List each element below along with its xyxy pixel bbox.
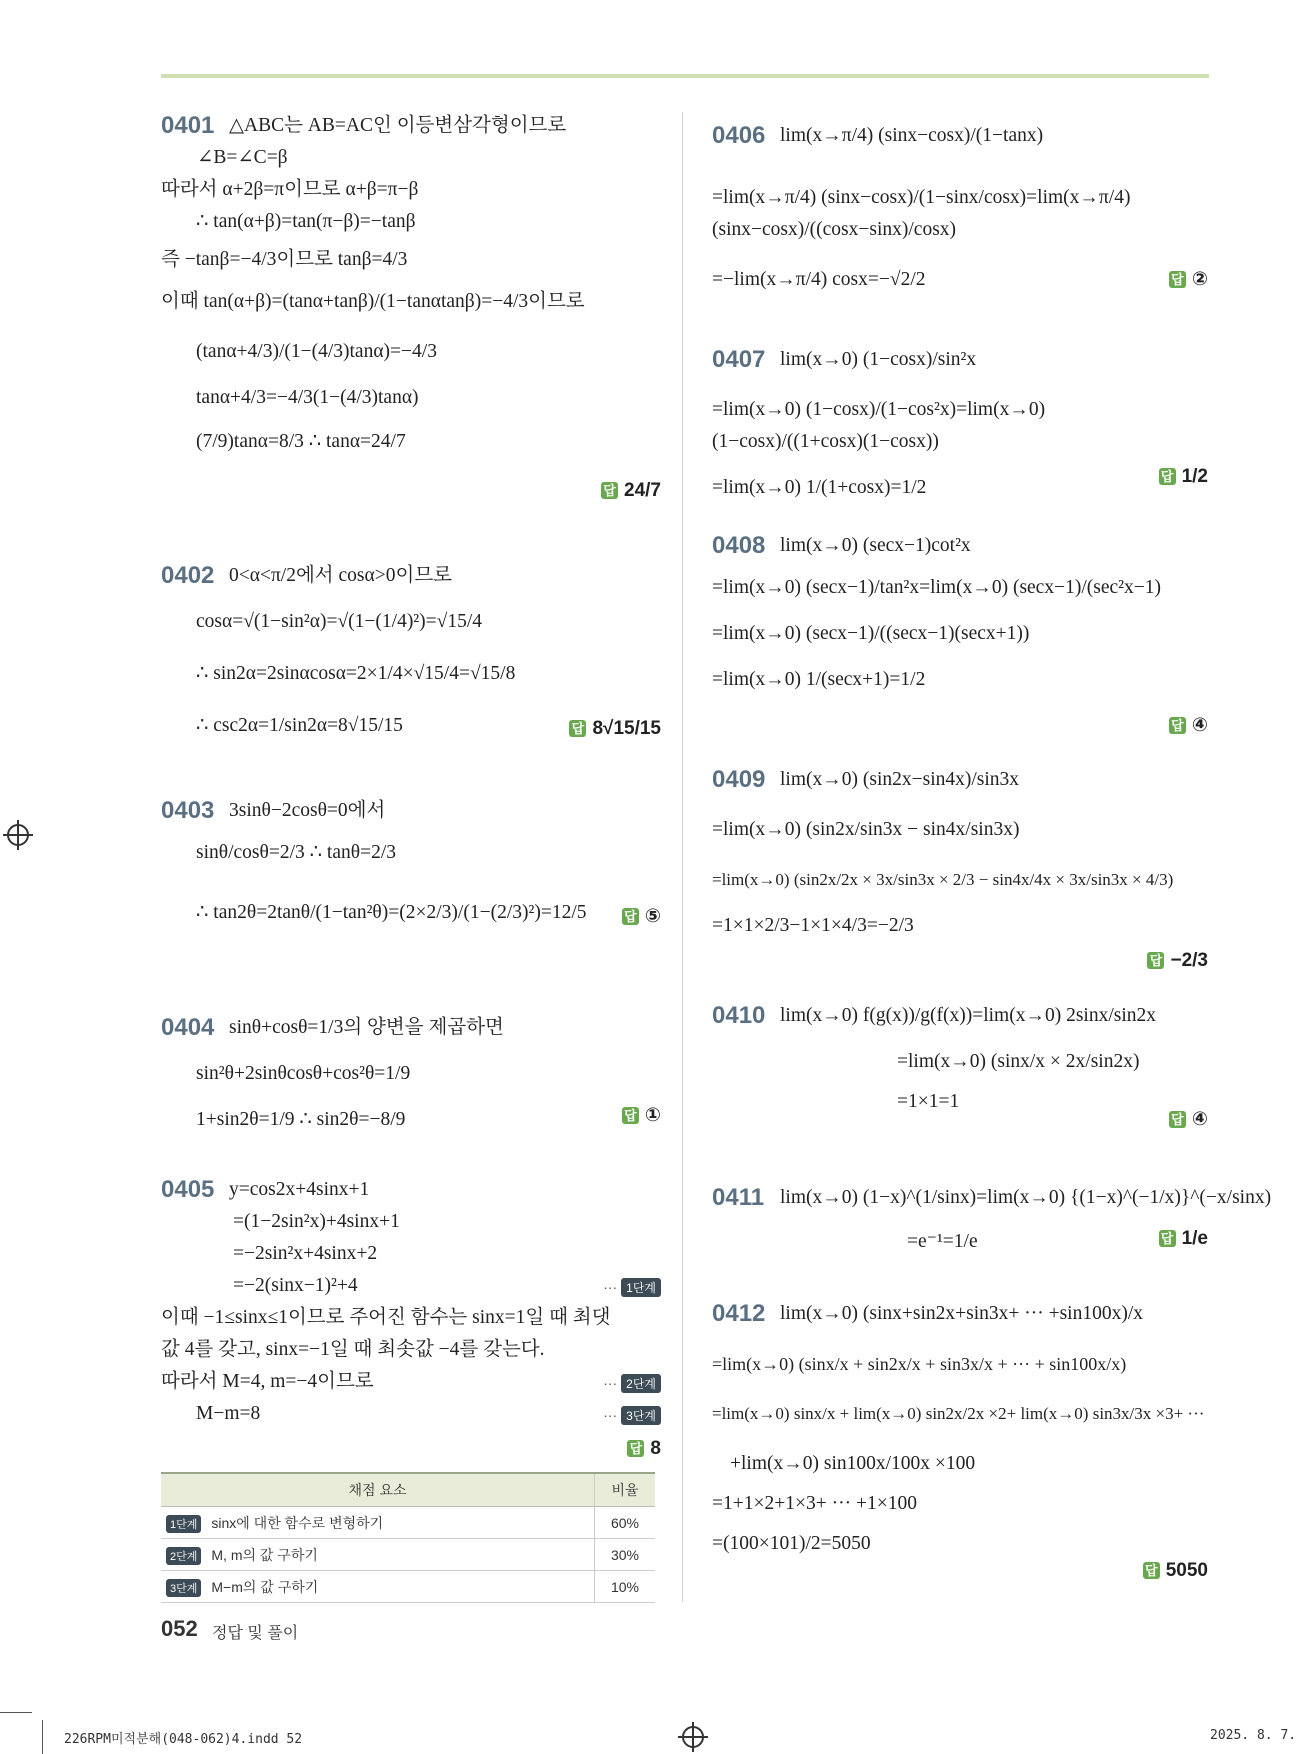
problem-0406	[712, 120, 1208, 296]
solution-line: 1+sin2θ=1/9 ∴ sin2θ=−8/9	[196, 1109, 406, 1130]
solution-line: =1+1×2+1×3+ ··· +1×100	[712, 1493, 917, 1514]
problem-0401	[161, 110, 661, 501]
solution-line: =(1−2sin²x)+4sinx+1	[233, 1211, 400, 1232]
problem-0403	[161, 795, 661, 929]
crop-mark	[0, 1712, 32, 1713]
solution-line: =lim(x→0) sinx/x + lim(x→0) sin2x/2x ×2+ lim(x→0) sin3x/3x ×3+ ···	[712, 1404, 1205, 1423]
solution-line: sin²θ+2sinθcosθ+cos²θ=1/9	[196, 1063, 411, 1084]
solution-line: 따라서 α+2β=π이므로 α+β=π−β	[161, 179, 419, 200]
solution-line: ∴ sin2α=2sinαcosα=2×1/4×√15/4=√15/8	[196, 663, 516, 684]
solution-line: =lim(x→0) (sinx/x × 2x/sin2x)	[897, 1051, 1140, 1072]
problem-number: 0407	[712, 346, 766, 373]
solution-line: =lim(x→0) (1−cosx)/(1−cos²x)=lim(x→0) (1−cosx)/((1+cosx)(1−cosx))	[712, 399, 1046, 452]
answer-value: 24/7	[624, 480, 661, 501]
table-header: 비율	[595, 1473, 656, 1507]
answer-box	[1159, 1228, 1208, 1250]
table-row	[161, 1539, 655, 1571]
answer-badge: 답	[627, 1440, 644, 1457]
solution-line: ∴ tan2θ=2tanθ/(1−tan²θ)=(2×2/3)/(1−(2/3)²)=12/5	[196, 902, 587, 923]
problem-0407	[712, 344, 1208, 504]
problem-number: 0409	[712, 766, 766, 793]
page-number: 052	[161, 1616, 198, 1641]
solution-line: ∠B=∠C=β	[197, 147, 288, 168]
solution-line: lim(x→0) (1−x)^(1/sinx)=lim(x→0) {(1−x)^(−1/x)}^(−x/sinx)	[780, 1187, 1272, 1208]
problem-number: 0408	[712, 532, 766, 559]
scoring-table	[161, 1472, 655, 1603]
solution-line: ∴ csc2α=1/sin2α=8√15/15	[196, 715, 403, 736]
solution-line: =lim(x→0) (sin2x/sin3x − sin4x/sin3x)	[712, 819, 1020, 840]
problem-0412	[712, 1298, 1208, 1581]
solution-line: =−2sin²x+4sinx+2	[233, 1243, 378, 1264]
problem-0411	[712, 1182, 1272, 1258]
answer-box	[1147, 950, 1208, 972]
step-tag: 3단계	[166, 1579, 201, 1597]
answer-badge: 답	[1159, 468, 1176, 485]
answer-value: ④	[1191, 715, 1208, 736]
answer-box	[1169, 268, 1208, 291]
problem-number: 0410	[712, 1002, 766, 1029]
solution-line: (7/9)tanα=8/3 ∴ tanα=24/7	[196, 431, 406, 452]
solution-line: y=cos2x+4sinx+1	[229, 1179, 370, 1200]
answer-value: 1/e	[1181, 1228, 1208, 1249]
problem-0404	[161, 1012, 661, 1136]
solution-line: =lim(x→0) (sin2x/2x × 3x/sin3x × 2/3 − sin4x/4x × 3x/sin3x × 4/3)	[712, 870, 1174, 889]
answer-value: 1/2	[1181, 466, 1208, 487]
solution-line: =lim(x→0) 1/(1+cosx)=1/2	[712, 477, 927, 498]
solution-line: △ABC는 AB=AC인 이등변삼각형이므로	[229, 115, 567, 136]
solution-line: sinθ/cosθ=2/3 ∴ tanθ=2/3	[196, 842, 396, 863]
solution-line: lim(x→π/4) (sinx−cosx)/(1−tanx)	[780, 125, 1044, 146]
column-divider	[682, 112, 683, 1602]
answer-box	[622, 1104, 661, 1127]
solution-line: lim(x→0) f(g(x))/g(f(x))=lim(x→0) 2sinx/sin2x	[780, 1005, 1157, 1026]
solution-line: sinθ+cosθ=1/3의 양변을 제곱하면	[229, 1017, 504, 1038]
solution-line: =1×1=1	[897, 1091, 960, 1112]
answer-value: 5050	[1165, 1560, 1208, 1581]
step-tag: 1단계	[166, 1515, 201, 1533]
answer-box	[569, 718, 661, 740]
step-marker-2: ··· 2단계	[603, 1374, 661, 1393]
table-cell: 60%	[595, 1507, 656, 1539]
problem-number: 0411	[712, 1184, 765, 1211]
footer-title: 정답 및 풀이	[212, 1625, 299, 1642]
print-date: 2025. 8. 7.	[1210, 1728, 1297, 1743]
step-marker-3: ··· 3단계	[603, 1406, 661, 1425]
answer-badge: 답	[1159, 1230, 1176, 1247]
solution-line: 0<α<π/2에서 cosα>0이므로	[229, 565, 452, 586]
answer-value: 8	[650, 1438, 661, 1459]
print-slug: 226RPM미적분해(048-062)4.indd 52	[64, 1732, 303, 1747]
problem-0409	[712, 764, 1208, 971]
solution-line: M−m=8	[196, 1403, 261, 1424]
table-row	[161, 1507, 655, 1539]
solution-line: cosα=√(1−sin²α)=√(1−(1/4)²)=√15/4	[196, 611, 483, 632]
solution-line: =lim(x→π/4) (sinx−cosx)/(1−sinx/cosx)=lim(x→π/4) (sinx−cosx)/((cosx−sinx)/cosx)	[712, 187, 1131, 240]
answer-badge: 답	[1169, 271, 1186, 288]
answer-badge: 답	[601, 482, 618, 499]
answer-value: ①	[644, 1105, 661, 1126]
registration-mark-icon	[682, 1726, 704, 1748]
solution-line: +lim(x→0) sin100x/100x ×100	[730, 1453, 976, 1474]
table-cell: sinx에 대한 함수로 변형하기	[211, 1514, 384, 1531]
solution-line: =lim(x→0) (secx−1)/((secx−1)(secx+1))	[712, 623, 1030, 644]
table-cell: 30%	[595, 1539, 656, 1571]
answer-value: ②	[1191, 269, 1208, 290]
table-cell: M−m의 값 구하기	[211, 1578, 319, 1595]
solution-line: =lim(x→0) (sinx/x + sin2x/x + sin3x/x + ··· + sin100x/x)	[712, 1354, 1127, 1374]
answer-badge: 답	[1169, 1111, 1186, 1128]
answer-value: ⑤	[644, 906, 661, 927]
answer-badge: 답	[1147, 952, 1164, 969]
table-row	[161, 1571, 655, 1603]
solution-line: 3sinθ−2cosθ=0에서	[229, 800, 386, 821]
solution-line: lim(x→0) (secx−1)cot²x	[780, 535, 971, 556]
problem-0405	[161, 1174, 661, 1459]
problem-0410	[712, 1000, 1208, 1130]
solution-line: 이때 −1≤sinx≤1이므로 주어진 함수는 sinx=1일 때 최댓	[161, 1307, 611, 1328]
problem-0402	[161, 560, 661, 742]
answer-box	[1169, 714, 1208, 737]
problem-number: 0406	[712, 122, 766, 149]
answer-box	[622, 905, 661, 928]
answer-box	[627, 1438, 661, 1460]
solution-line: =(100×101)/2=5050	[712, 1533, 871, 1554]
solution-line: 값 4를 갖고, sinx=−1일 때 최솟값 −4를 갖는다.	[161, 1339, 545, 1360]
problem-number: 0412	[712, 1300, 766, 1327]
answer-value: 8√15/15	[592, 718, 661, 739]
answer-badge: 답	[569, 720, 586, 737]
problem-number: 0404	[161, 1014, 215, 1041]
answer-badge: 답	[1169, 717, 1186, 734]
solution-line: 이때 tan(α+β)=(tanα+tanβ)/(1−tanαtanβ)=−4/3이므로	[161, 291, 585, 312]
registration-mark-icon	[7, 824, 29, 846]
table-header: 채점 요소	[161, 1473, 595, 1507]
solution-line: ∴ tan(α+β)=tan(π−β)=−tanβ	[196, 211, 416, 232]
solution-line: lim(x→0) (1−cosx)/sin²x	[780, 349, 977, 370]
answer-box	[1169, 1108, 1208, 1131]
solution-line: =−lim(x→π/4) cosx=−√2/2	[712, 269, 926, 290]
solution-line: =lim(x→0) (secx−1)/tan²x=lim(x→0) (secx−1)/(sec²x−1)	[712, 577, 1161, 598]
solution-line: 즉 −tanβ=−4/3이므로 tanβ=4/3	[161, 249, 408, 270]
answer-badge: 답	[622, 908, 639, 925]
solution-line: 따라서 M=4, m=−4이므로	[161, 1371, 374, 1392]
answer-badge: 답	[622, 1107, 639, 1124]
crop-mark	[42, 1720, 43, 1754]
table-cell: 10%	[595, 1571, 656, 1603]
answer-box	[1143, 1560, 1208, 1582]
answer-value: ④	[1191, 1109, 1208, 1130]
problem-number: 0403	[161, 797, 215, 824]
answer-box	[1159, 466, 1208, 488]
table-cell: M, m의 값 구하기	[211, 1546, 318, 1563]
answer-value: −2/3	[1170, 950, 1208, 971]
solution-line: =e⁻¹=1/e	[907, 1231, 978, 1252]
solution-line: tanα+4/3=−4/3(1−(4/3)tanα)	[196, 387, 419, 408]
problem-number: 0405	[161, 1176, 215, 1203]
problem-number: 0402	[161, 562, 215, 589]
solution-line: =1×1×2/3−1×1×4/3=−2/3	[712, 915, 914, 936]
step-marker-1: ··· 1단계	[603, 1278, 661, 1297]
answer-badge: 답	[1143, 1562, 1160, 1579]
problem-0408	[712, 530, 1208, 736]
solution-line: =lim(x→0) 1/(secx+1)=1/2	[712, 669, 926, 690]
solution-line: (tanα+4/3)/(1−(4/3)tanα)=−4/3	[196, 341, 437, 362]
problem-number: 0401	[161, 112, 215, 139]
solution-line: lim(x→0) (sin2x−sin4x)/sin3x	[780, 769, 1020, 790]
solution-line: lim(x→0) (sinx+sin2x+sin3x+ ··· +sin100x)/x	[780, 1303, 1144, 1324]
step-tag: 2단계	[166, 1547, 201, 1565]
top-rule	[161, 74, 1209, 78]
answer-box	[601, 480, 661, 502]
solution-line: =−2(sinx−1)²+4	[233, 1275, 358, 1296]
